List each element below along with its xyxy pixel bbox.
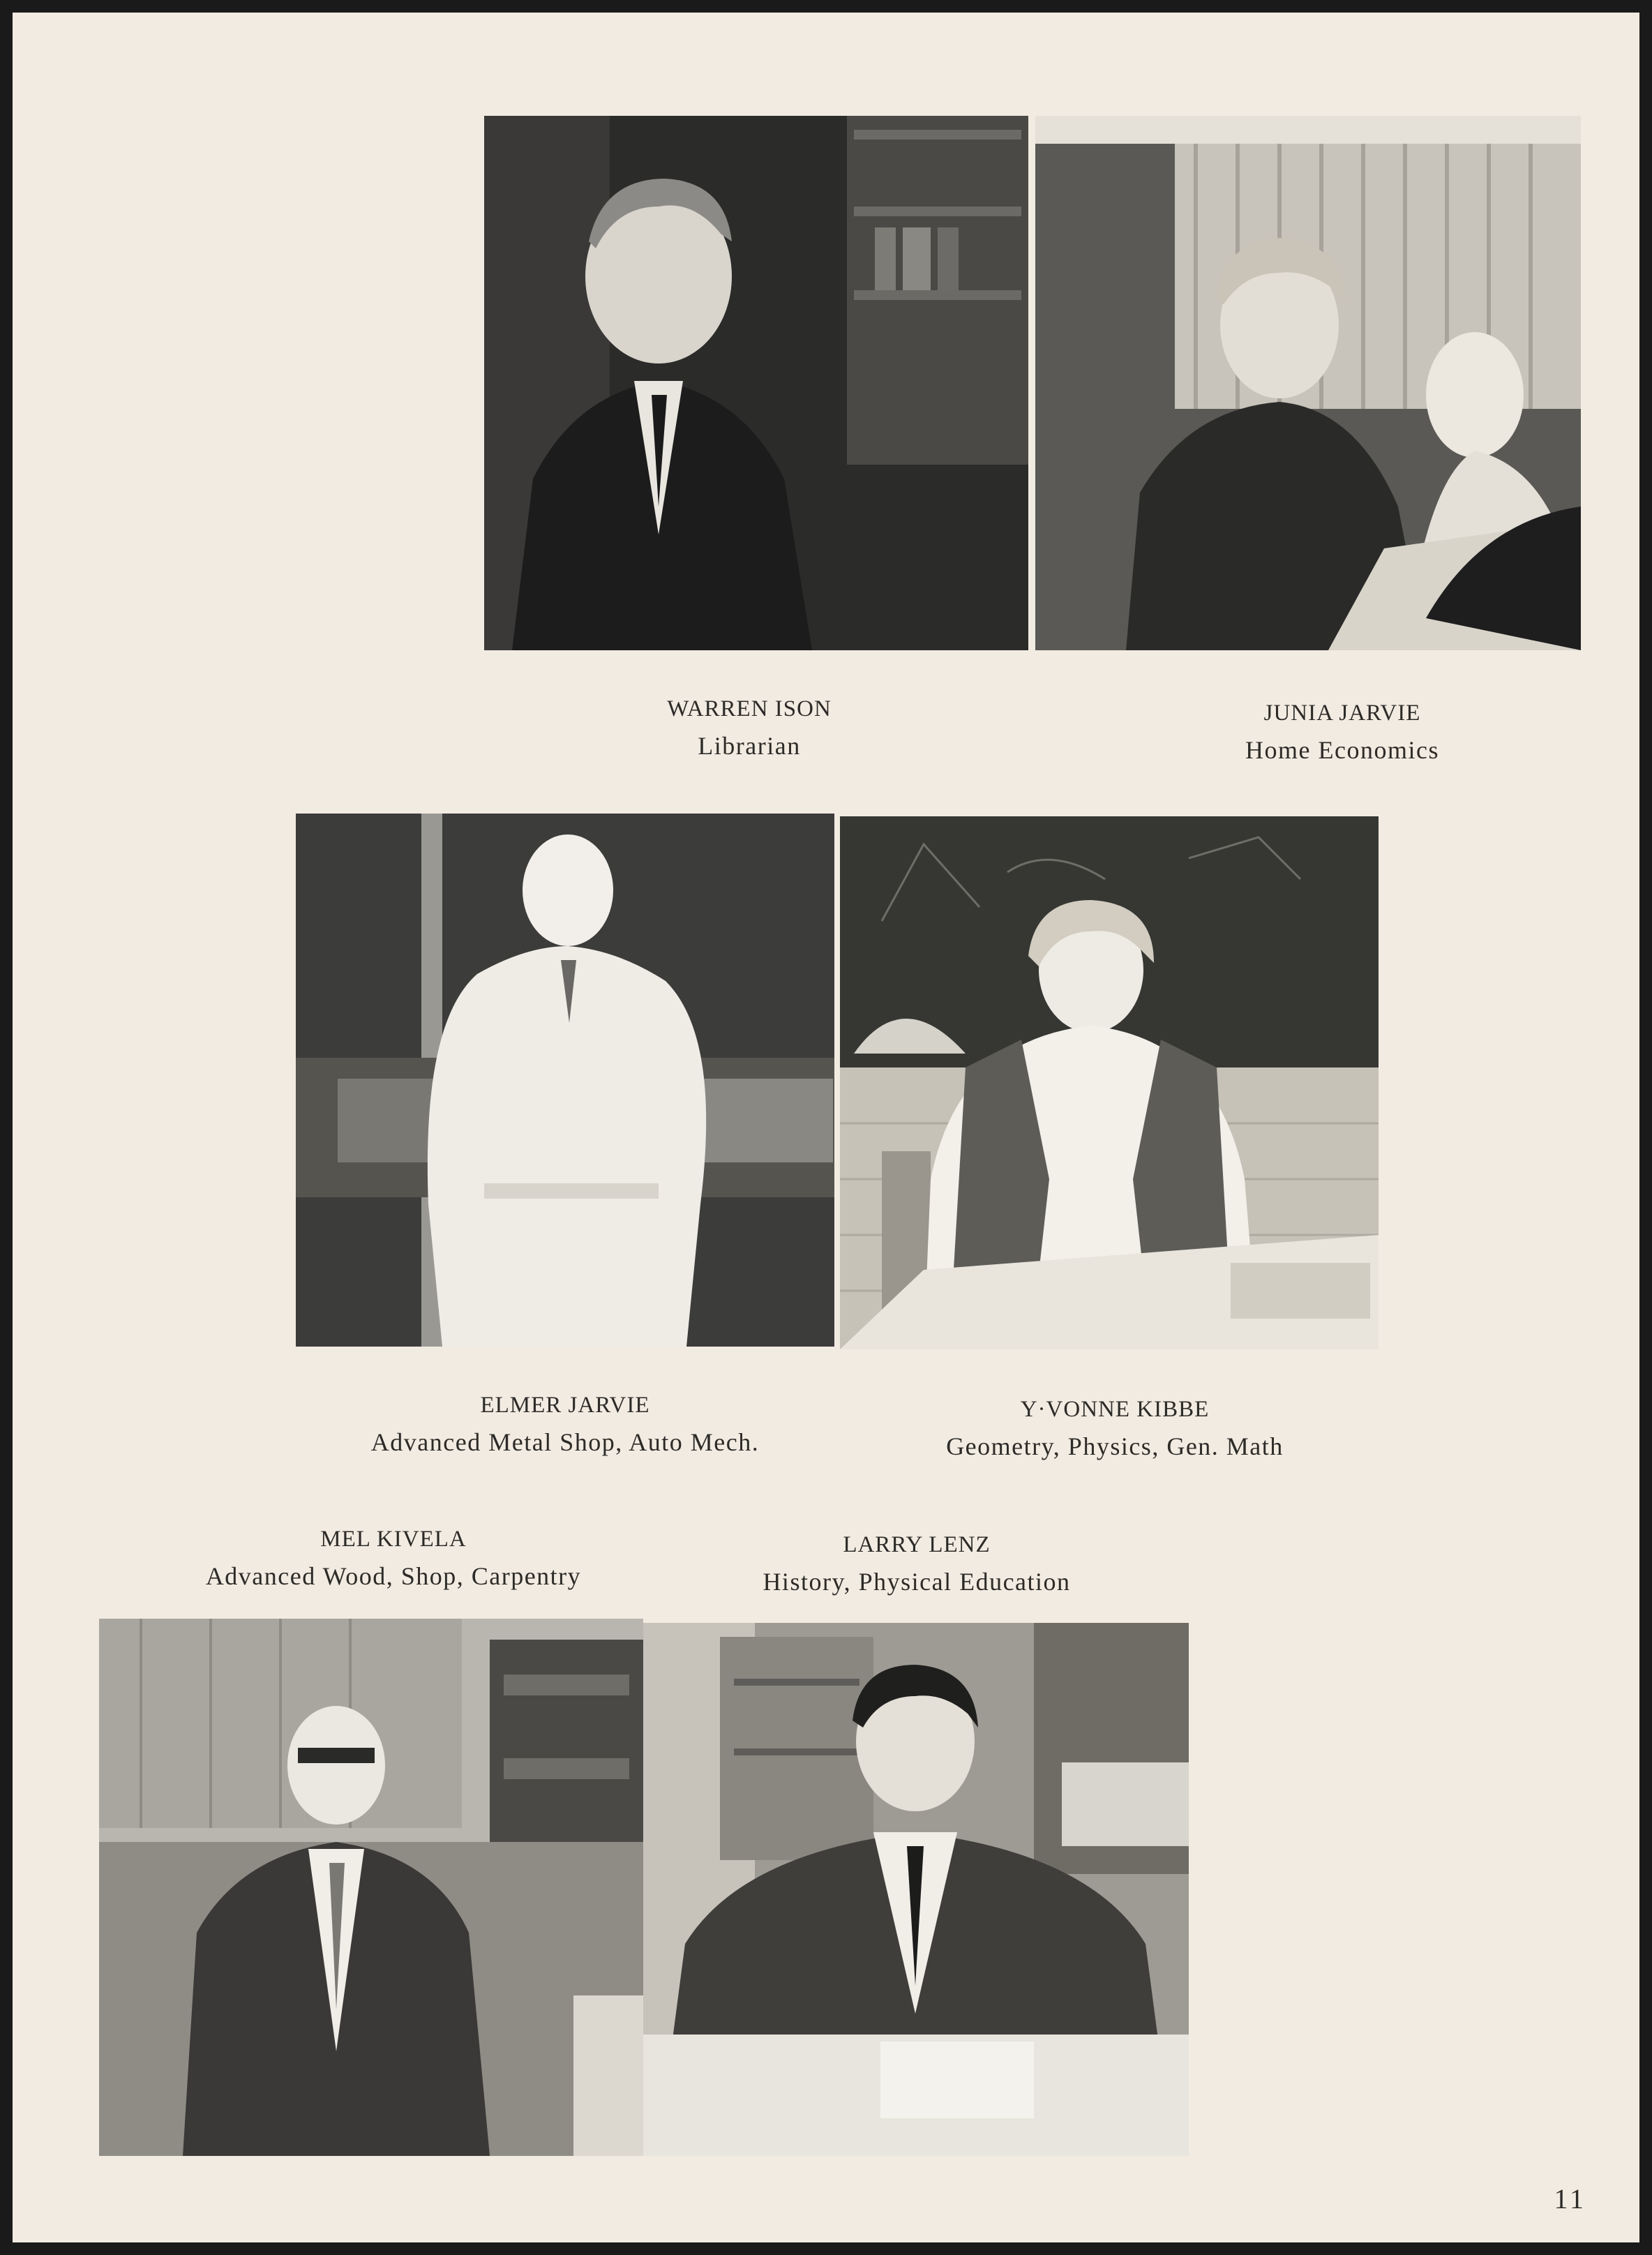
- teacher-subject: Home Economics: [1245, 735, 1439, 764]
- photo-mel-kivela: [99, 1619, 643, 2156]
- teacher-name: WARREN ISON: [667, 696, 832, 721]
- caption-elmer-jarvie: [286, 1388, 844, 1461]
- photo-junia-jarvie: [1035, 116, 1581, 650]
- teacher-name: ELMER JARVIE: [480, 1393, 650, 1418]
- caption-larry-lenz: [638, 1528, 1196, 1601]
- photo-warren-ison: [484, 116, 1028, 650]
- teacher-subject: Advanced Metal Shop, Auto Mech.: [370, 1428, 760, 1456]
- yearbook-page: [13, 13, 1639, 2242]
- teacher-subject: Advanced Wood, Shop, Carpentry: [205, 1561, 582, 1590]
- teacher-subject: Geometry, Physics, Gen. Math: [946, 1432, 1284, 1460]
- caption-junia-jarvie: [1133, 696, 1552, 769]
- teacher-name: JUNIA JARVIE: [1263, 701, 1421, 726]
- caption-warren-ison: [540, 692, 959, 765]
- teacher-name: LARRY LENZ: [843, 1532, 991, 1557]
- caption-yvonne-kibbe: [836, 1393, 1394, 1465]
- teacher-name: MEL KIVELA: [320, 1527, 467, 1552]
- photo-larry-lenz: [643, 1623, 1189, 2156]
- teacher-subject: Librarian: [698, 731, 801, 760]
- teacher-subject: History, Physical Education: [763, 1567, 1071, 1596]
- page-number: 11: [1554, 2183, 1586, 2215]
- teacher-name: Y·VONNE KIBBE: [1020, 1397, 1210, 1422]
- photo-yvonne-kibbe: [840, 816, 1379, 1349]
- photo-elmer-jarvie: [296, 814, 834, 1347]
- caption-mel-kivela: [114, 1522, 673, 1595]
